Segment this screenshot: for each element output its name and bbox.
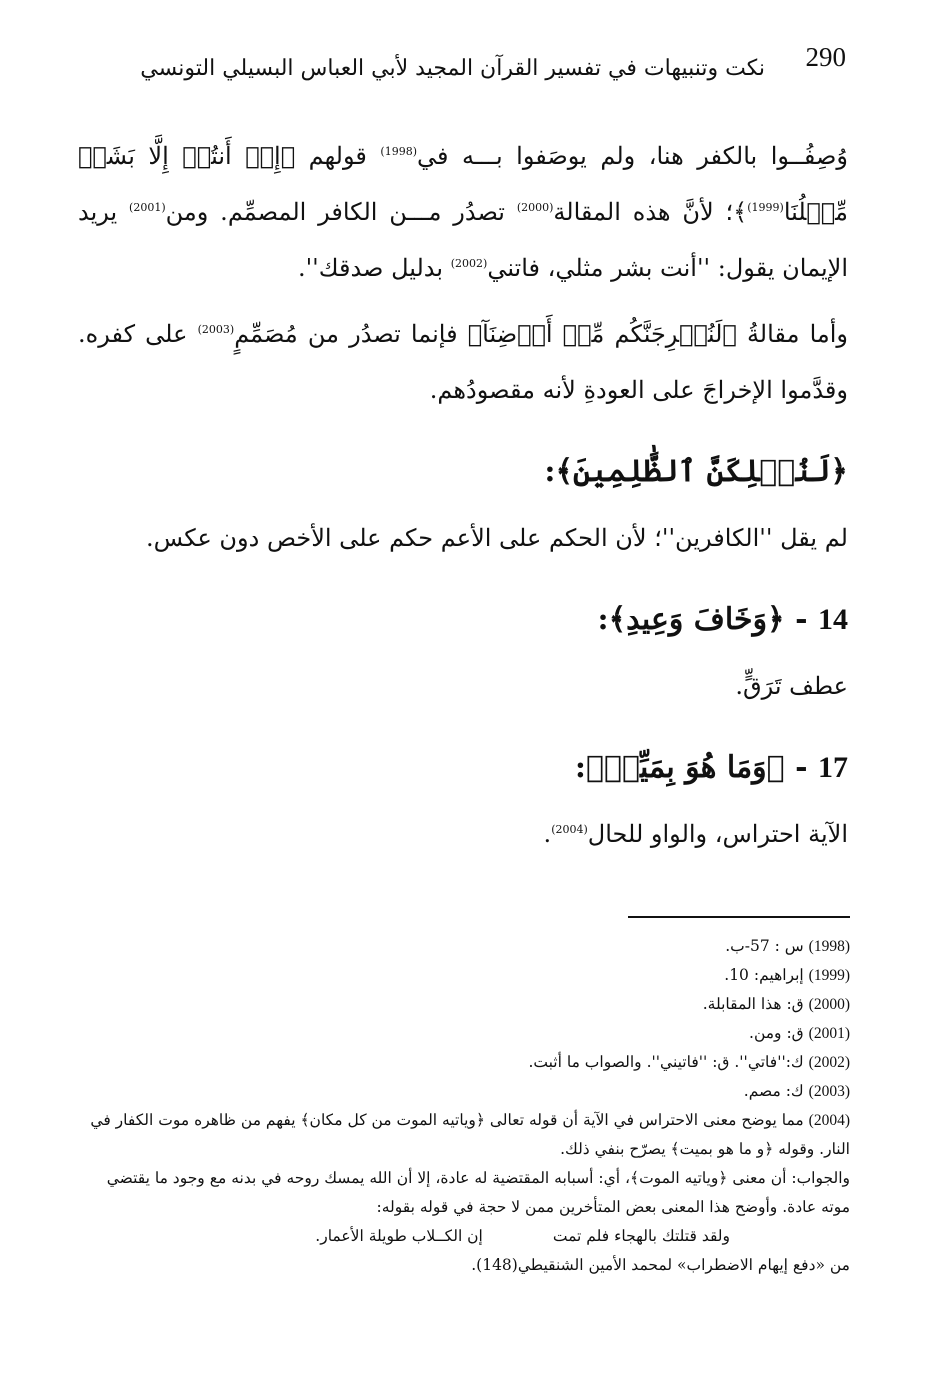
- footnote-source: من «دفع إيهام الاضطراب» لمحمد الأمين الشنقيطي(148).: [471, 1256, 850, 1274]
- footnote-number: (2003): [808, 1083, 850, 1100]
- footnote-text: ق: ومن.: [749, 1024, 804, 1042]
- footnote-ref[interactable]: (2003): [197, 323, 235, 336]
- text-run: بدليل صدقك''.: [297, 254, 444, 282]
- paragraph-1: [78, 128, 848, 296]
- footnote-ref[interactable]: (1999): [747, 201, 784, 214]
- dash: -: [795, 750, 808, 785]
- footnote-ref[interactable]: (1998): [380, 145, 417, 158]
- paragraph-3: لم يقل ''الكافرين''؛ لأن الحكم على الأعم حكم على الأخص دون عكس.: [146, 524, 848, 552]
- paragraph-2: [78, 306, 848, 418]
- text-run: وأما مقالةُ ﴿لَنُخۡرِجَنَّكُم مِّنۡ أَرۡضِنَآ﴾ فإنما تصدُر من مُصَمِّمٍ: [234, 320, 848, 348]
- paragraph-5: [78, 806, 848, 862]
- footnote-text: ق: هذا المقابلة.: [702, 995, 804, 1013]
- footnote-2002: [78, 1048, 850, 1077]
- footnote-ref[interactable]: (2001): [129, 201, 166, 214]
- footnote-2000: [78, 990, 850, 1019]
- footnotes: [78, 932, 850, 1280]
- verse-text: ﴿وَمَا هُوَ بِمَيِّتٖ﴾:: [574, 750, 785, 785]
- footnote-number: (2004): [808, 1112, 850, 1129]
- verse-heading-17: [78, 740, 848, 796]
- verse-heading-1: ﴿لَنُهۡلِكَنَّ ٱلظَّٰلِمِينَ﴾:: [544, 454, 848, 489]
- poetry-verse: [78, 1222, 850, 1251]
- text-run: على كفره. وقدَّموا الإخراجَ على العودةِ لأنه مقصودُهم.: [78, 320, 848, 404]
- text-run: .: [543, 820, 552, 848]
- page-header: [140, 42, 860, 102]
- text-run: وُصِفُــوا بالكفر هنا، ولم يوصَفوا بـــه في: [417, 142, 848, 170]
- text-run: ﴾؛ لأنَّ هذه المقالة: [553, 198, 748, 226]
- footnote-number: (1998): [808, 938, 850, 955]
- verse-number: 14: [818, 603, 848, 636]
- footnote-2003: [78, 1077, 850, 1106]
- quran-quote: قولهم ﴿إِنۡ أَنتُمۡ إِلَّا بَشَرٞ مِّثۡلُنَا: [78, 142, 848, 226]
- page-number: 290: [805, 42, 846, 72]
- footnote-number: (2001): [808, 1025, 850, 1042]
- verse-hemistich-2: إن الكــلاب طويلة الأعمار.: [315, 1227, 483, 1245]
- paragraph-4: عطف تَرَقٍّ.: [735, 672, 848, 700]
- footnote-ref[interactable]: (2002): [450, 257, 488, 270]
- footnote-number: (2002): [808, 1054, 850, 1071]
- footnote-ref[interactable]: (2004): [551, 823, 588, 836]
- footnote-separator: [628, 916, 850, 918]
- footnote-text: مما يوضح معنى الاحتراس في الآية أن قوله تعالى ﴿وياتيه الموت من كل مكان﴾ يفهم من ظاهره موت الكفار في النار. وقوله ﴿و ما هو بميت﴾ يصرّح بنفي ذلك.: [90, 1111, 850, 1158]
- text-run: الآية احتراس، والواو للحال: [587, 820, 848, 848]
- footnote-text: ك:''فاتي''. ق: ''فاتيني''. والصواب ما أثبت.: [528, 1053, 804, 1071]
- footnote-2001: [78, 1019, 850, 1048]
- footnote-text: س : 57-ب.: [725, 937, 804, 955]
- footnote-2004-answer: والجواب: أن معنى ﴿وياتيه الموت﴾، أي: أسبابه المقتضية له عادة، إلا أن الله يمسك روحه في بدنه مع وجود ما يقتضي موته عادة. وأوضح هذا المعنى بعض المتأخرين ممن لا حجة في قوله بقوله:: [106, 1169, 850, 1216]
- verse-hemistich-1: ولقد قتلتك بالهجاء فلم تمت: [552, 1227, 730, 1245]
- running-title: نكت وتنبيهات في تفسير القرآن المجيد لأبي العباس البسيلي التونسي: [140, 56, 765, 81]
- verse-text: ﴿وَخَافَ وَعِيدِ﴾:: [597, 602, 785, 637]
- text-run: يريد الإيمان يقول: ''أنت بشر مثلي، فاتني: [78, 198, 848, 282]
- footnote-1998: [78, 932, 850, 961]
- verse-number: 17: [818, 751, 848, 784]
- verse-heading-14: [78, 592, 848, 648]
- footnote-text: إبراهيم: 10.: [724, 966, 804, 984]
- text-run: تصدُر مـــن الكافر المصمِّم. ومن: [165, 198, 505, 226]
- footnote-ref[interactable]: (2000): [516, 201, 554, 214]
- footnote-1999: [78, 961, 850, 990]
- footnote-number: (1999): [808, 967, 850, 984]
- footnote-number: (2000): [808, 996, 850, 1013]
- main-text: [78, 128, 848, 862]
- footnote-2004: [78, 1106, 850, 1164]
- footnote-text: ك: مصم.: [743, 1082, 804, 1100]
- dash: -: [795, 602, 808, 637]
